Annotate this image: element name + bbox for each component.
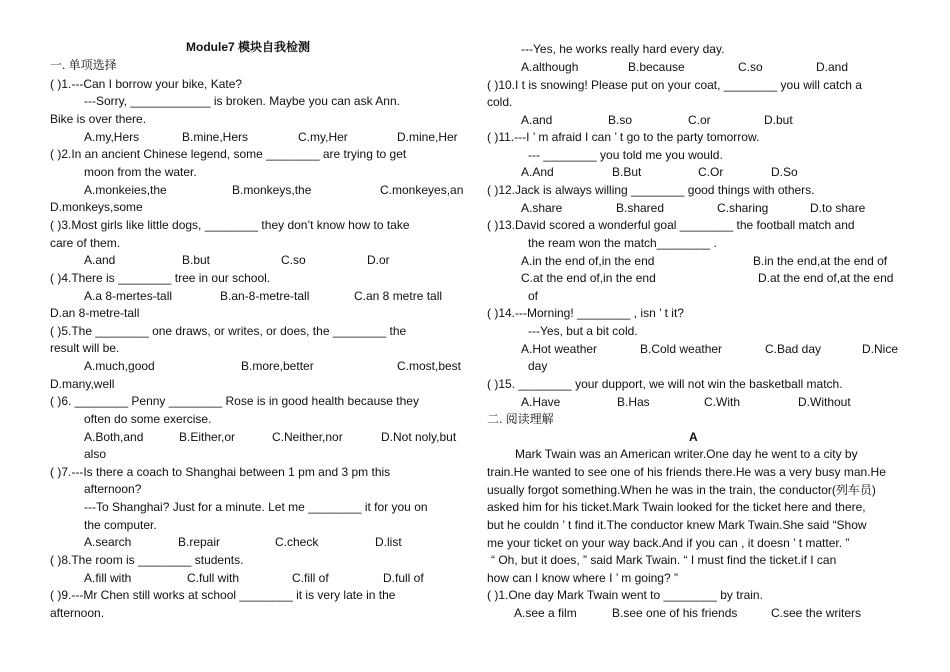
reading-question-1-option-c: C.see the writers (771, 606, 862, 620)
question-13-line2: the ream won the match________ . (528, 236, 717, 250)
question-6-stem: ( )6. ________ Penny ________ Rose is in good health because they (50, 394, 419, 408)
question-12-option-a: A.share (521, 201, 563, 215)
passage-line: train.He wanted to see one of his friends there.He was a very busy man.He (487, 465, 886, 479)
question-1-line3: Bike is over there. (50, 112, 147, 126)
question-9-option-c: C.so (738, 60, 763, 74)
question-9-stem: ( )9.---Mr Chen still works at school ________ it is very late in the (50, 588, 396, 602)
question-7-option-b: B.repair (178, 535, 221, 549)
passage-line: me your ticket on your way back.And if you can , it doesn ’ t matter. ” (487, 536, 850, 550)
question-4-option-b: B.an-8-metre-tall (220, 289, 310, 303)
question-5-stem: ( )5.The ________ one draws, or writes, or does, the ________ the (50, 324, 407, 338)
question-11-option-c: C.Or (698, 165, 724, 179)
section-heading-reading: 二. 阅读理解 (487, 412, 554, 426)
question-8-stem: ( )8.The room is ________ students. (50, 553, 244, 567)
question-8-option-a: A.fill with (84, 571, 132, 585)
question-13-option-b: B.in the end,at the end of (753, 254, 888, 268)
question-8-option-c: C.fill of (292, 571, 329, 585)
question-11-option-a: A.And (521, 165, 554, 179)
question-2-option-a: A.monkeies,the (84, 183, 167, 197)
question-3-option-a: A.and (84, 253, 116, 267)
passage-line: but he couldn ’ t find it.The conductor knew Mark Twain.She said “Show (487, 518, 867, 532)
question-4-option-a: A.a 8-mertes-tall (84, 289, 173, 303)
question-12-option-c: C.sharing (717, 201, 769, 215)
question-15-option-b: B.Has (617, 395, 650, 409)
question-1-stem: ( )1.---Can I borrow your bike, Kate? (50, 77, 243, 91)
question-13-stem: ( )13.David scored a wonderful goal ________ the football match and (487, 218, 855, 232)
question-5-option-c: C.most,best (397, 359, 462, 373)
question-1-option-b: B.mine,Hers (182, 130, 249, 144)
question-13-line5: of (528, 289, 539, 303)
question-4-option-d: D.an 8-metre-tall (50, 306, 140, 320)
question-12-option-d: D.to share (810, 201, 866, 215)
question-5-option-a: A.much,good (84, 359, 155, 373)
reading-question-1-option-a: A.see a film (514, 606, 577, 620)
question-14-line4: day (528, 359, 548, 373)
question-6-line2: often do some exercise. (84, 412, 212, 426)
question-5-option-d: D.many,well (50, 377, 115, 391)
question-10-option-a: A.and (521, 113, 553, 127)
question-9-line3: ---Yes, he works really hard every day. (521, 42, 725, 56)
question-3-option-c: C.so (281, 253, 306, 267)
question-14-option-b: B.Cold weather (640, 342, 723, 356)
passage-line: asked him for his ticket.Mark Twain looked for the ticket here and there, (487, 500, 866, 514)
question-11-option-b: B.But (612, 165, 642, 179)
reading-question-1-stem: ( )1.One day Mark Twain went to ________ by train. (487, 588, 763, 602)
question-14-stem: ( )14.---Morning! ________ , isn ’ t it? (487, 306, 684, 320)
question-3-option-d: D.or (367, 253, 390, 267)
question-3-stem: ( )3.Most girls like little dogs, ________ they don’t know how to take (50, 218, 410, 232)
passage-line: “ Oh, but it does, ” said Mark Twain. “ I must find the ticket.if I can (491, 553, 837, 567)
question-10-option-b: B.so (608, 113, 633, 127)
question-3-line2: care of them. (50, 236, 121, 250)
question-1-option-c: C.my,Her (298, 130, 348, 144)
question-9-option-b: B.because (628, 60, 685, 74)
question-2-option-c: C.monkeyes,an (380, 183, 464, 197)
question-4-option-c: C.an 8 metre tall (354, 289, 443, 303)
question-10-option-c: C.or (688, 113, 711, 127)
question-10-option-d: D.but (764, 113, 793, 127)
question-7-line2: afternoon? (84, 482, 142, 496)
question-15-option-d: D.Without (798, 395, 851, 409)
passage-line: Mark Twain was an American writer.One day he went to a city by (515, 447, 858, 461)
question-12-stem: ( )12.Jack is always willing ________ good things with others. (487, 183, 815, 197)
question-11-stem: ( )11.---I ’ m afraid I can ’ t go to the party tomorrow. (487, 130, 760, 144)
reading-question-1-option-b: B.see one of his friends (612, 606, 738, 620)
question-15-stem: ( )15. ________ your dupport, we will not win the basketball match. (487, 377, 843, 391)
question-1-option-a: A.my,Hers (84, 130, 140, 144)
passage-line: usually forgot something.When he was in the train, the conductor(列车员) (487, 483, 876, 497)
question-2-stem: ( )2.In an ancient Chinese legend, some ________ are trying to get (50, 147, 407, 161)
question-2-option-d: D.monkeys,some (50, 200, 143, 214)
question-10-stem: ( )10.I t is snowing! Please put on your coat, ________ you will catch a (487, 78, 862, 92)
question-14-option-a: A.Hot weather (521, 342, 598, 356)
question-2-option-b: B.monkeys,the (232, 183, 312, 197)
question-6-option-c: C.Neither,nor (272, 430, 343, 444)
question-7-line3: ---To Shanghai? Just for a minute. Let me ________ it for you on (84, 500, 428, 514)
question-2-line2: moon from the water. (84, 165, 197, 179)
question-9-option-a: A.although (521, 60, 579, 74)
question-7-option-c: C.check (275, 535, 319, 549)
question-8-option-d: D.full of (383, 571, 424, 585)
question-7-line4: the computer. (84, 518, 157, 532)
question-7-stem: ( )7.---Is there a coach to Shanghai between 1 pm and 3 pm this (50, 465, 391, 479)
question-1-option-d: D.mine,Her (397, 130, 458, 144)
question-9-option-d: D.and (816, 60, 849, 74)
question-14-option-d: D.Nice (862, 342, 899, 356)
question-6-option-d: D.Not noly,but (381, 430, 457, 444)
question-12-option-b: B.shared (616, 201, 665, 215)
question-14-option-c: C.Bad day (765, 342, 822, 356)
question-11-option-d: D.So (771, 165, 798, 179)
question-9-line2: afternoon. (50, 606, 105, 620)
question-13-option-d: D.at the end of,at the end (758, 271, 894, 285)
passage-label: A (689, 430, 698, 444)
question-4-stem: ( )4.There is ________ tree in our school. (50, 271, 271, 285)
question-3-option-b: B.but (182, 253, 211, 267)
question-1-line2: ---Sorry, ____________ is broken. Maybe you can ask Ann. (84, 94, 400, 108)
passage-line: how can I know where I ’ m going? ” (487, 571, 678, 585)
question-6-option-a: A.Both,and (84, 430, 144, 444)
question-5-line2: result will be. (50, 341, 120, 355)
question-15-option-a: A.Have (521, 395, 561, 409)
question-5-option-b: B.more,better (241, 359, 314, 373)
question-6-line4: also (84, 447, 107, 461)
question-13-option-a: A.in the end of,in the end (521, 254, 655, 268)
question-13-option-c: C.at the end of,in the end (521, 271, 656, 285)
worksheet-title: Module7 模块自我检测 (186, 40, 311, 54)
question-7-option-d: D.list (375, 535, 402, 549)
question-6-option-b: B.Either,or (179, 430, 236, 444)
question-7-option-a: A.search (84, 535, 132, 549)
question-8-option-b: C.full with (187, 571, 240, 585)
question-15-option-c: C.With (704, 395, 740, 409)
question-14-line2: ---Yes, but a bit cold. (528, 324, 638, 338)
question-11-line2: --- ________ you told me you would. (528, 148, 723, 162)
section-heading-multiple-choice: 一. 单项选择 (50, 58, 117, 72)
question-10-line2: cold. (487, 95, 513, 109)
